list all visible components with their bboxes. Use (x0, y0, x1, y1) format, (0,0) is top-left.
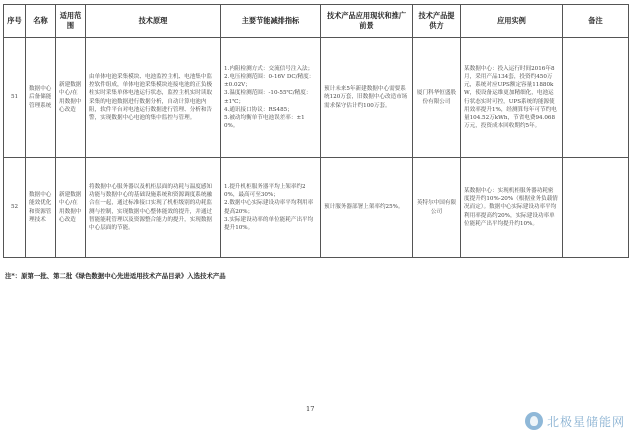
provider-cell: 英特尔中国有限公司 (413, 158, 461, 258)
header-cell: 技术产品提供方 (413, 5, 461, 38)
row-number: 52 (4, 158, 26, 258)
provider-cell: 厦门科华恒盛股份有限公司 (413, 38, 461, 158)
header-cell: 适用范围 (56, 5, 86, 38)
header-cell: 序号 (4, 5, 26, 38)
note-cell (563, 158, 629, 258)
tech-name: 数据中心后备储能管理系统 (26, 38, 56, 158)
polar-star-logo-icon (525, 412, 543, 430)
header-cell: 名称 (26, 5, 56, 38)
indicators-cell (221, 158, 321, 258)
example-cell: 某数据中心：实现机柜服务器功耗密度提升约10%-20%（根据业务负载情况而定）。数据中心实际建设功率平均利用率提高约20%，实际建设功率单位能耗产出平均提升约10%。 (461, 158, 563, 258)
header-cell: 主要节能减排指标 (221, 5, 321, 38)
indicator-item: 4.通讯接口协议：RS485； (224, 106, 293, 113)
indicator-item: 3.实际建设功率的单位能耗产出平均提升10%。 (224, 216, 314, 231)
technology-table (3, 4, 629, 258)
note-cell (563, 38, 629, 158)
header-cell: 技术原理 (86, 5, 221, 38)
header-cell: 备注 (563, 5, 629, 38)
indicator-item: 1.内阻检测方式：交流信号注入法； (224, 66, 314, 73)
row-number: 51 (4, 38, 26, 158)
page-number: 17 (306, 405, 315, 413)
watermark-text: 北极星储能网 (546, 414, 625, 429)
header-cell: 应用实例 (461, 5, 563, 38)
header-cell: 技术产品应用现状和推广前景 (321, 5, 413, 38)
indicator-item: 5.被动均衡单节电池误差率：±10%。 (224, 114, 305, 129)
prospect-cell: 预计服务器部署上架率约25%。 (321, 158, 413, 258)
scope-cell: 新建数据中心/在用数据中心改造 (56, 38, 86, 158)
table-row (4, 38, 629, 158)
indicator-item: 2.电压检测范围：0-16V DC/精度：±0.02V； (224, 74, 315, 89)
prospect-cell: 预计未来5年新建数据中心需要系统120万套，旧数据中心改造市场需求保守估计约100万套。 (321, 38, 413, 158)
table-row (4, 158, 629, 258)
indicator-item: 1.提升机柜服务器平均上架率约20%，最高可至30%； (224, 184, 306, 199)
scope-cell: 新建数据中心/在用数据中心改造 (56, 158, 86, 258)
example-cell: 某数据中心：投入运行时间2016年8月，采用产品134套，投资约450万元，系统对应UPS额定容量11880kW，使设备运维更加精细化，电池运行状态实时可控，UPS系统的能源使用效率提升1%，经测算每年可节约电量104.52万kWh，节省电费94.068万元，投资成本回收期约5年。 (461, 38, 563, 158)
principle-cell: 将数据中心服务器以及机柜层面的功耗与温度感知功能与数据中心的基础设施系统和资源调度系统融合在一起，通过标准接口实现了机柜级别的功耗监测与控制，实现数据中心整体能效的提升，并通过智能能耗管理以及资源整合能力的提升，实现数据中心层面的节能。 (86, 158, 221, 258)
footnote: 注*：原第一批、第二批《绿色数据中心先进适用技术产品目录》入选技术产品 (5, 272, 226, 280)
indicator-item: 2.数据中心实际建设功率平均利用率提高20%； (224, 200, 314, 215)
indicators-cell (221, 38, 321, 158)
watermark (525, 412, 625, 430)
indicator-item: 3.温度检测范围：-10-55℃/精度：±1℃； (224, 90, 312, 105)
principle-cell: 由单体电池采集模块、电池监控主机、电池集中监控软件组成，单体电池采集模块连接电池的正负极柱实时采集单体电池运行状态，监控主机实时读取采集的电池数据进行数据分析，自动计算电池内阻，软件平台对电池运行数据进行管理、分析和告警，实现数据中心电池的集中监控与管理。 (86, 38, 221, 158)
table-header-row (4, 5, 629, 38)
tech-name: 数据中心能效优化和资源管理技术 (26, 158, 56, 258)
